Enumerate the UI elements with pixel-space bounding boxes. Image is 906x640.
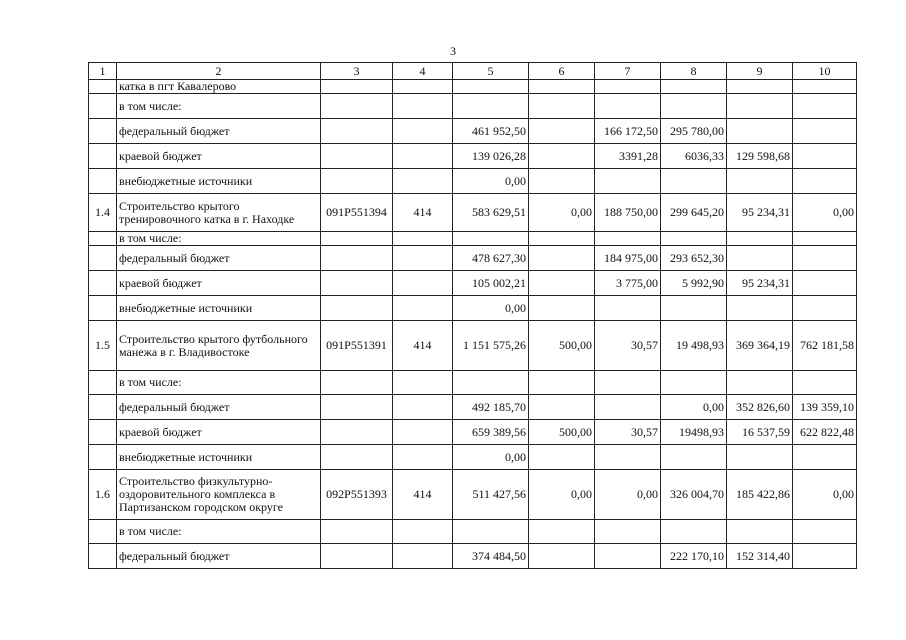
table-cell <box>453 232 529 246</box>
table-cell <box>393 445 453 470</box>
table-cell: 1.4 <box>89 194 117 232</box>
table-cell: краевой бюджет <box>117 144 321 169</box>
table-cell <box>595 80 661 94</box>
table-cell <box>393 544 453 569</box>
table-cell: 0,00 <box>453 296 529 321</box>
table-cell <box>661 520 727 544</box>
table-row <box>89 119 857 144</box>
column-header-2: 2 <box>117 63 321 80</box>
table-cell <box>793 544 857 569</box>
table-cell <box>661 445 727 470</box>
table-cell <box>321 80 393 94</box>
table-cell: краевой бюджет <box>117 271 321 296</box>
table-cell <box>393 395 453 420</box>
table-cell <box>529 144 595 169</box>
table-cell <box>595 371 661 395</box>
table-cell <box>321 420 393 445</box>
table-cell <box>89 119 117 144</box>
table-cell <box>89 80 117 94</box>
table-cell: 091P551391 <box>321 321 393 371</box>
table-cell <box>793 246 857 271</box>
table-cell: 762 181,58 <box>793 321 857 371</box>
table-row <box>89 271 857 296</box>
table-cell <box>793 296 857 321</box>
table-cell: 414 <box>393 321 453 371</box>
table-cell <box>321 169 393 194</box>
table-cell <box>321 119 393 144</box>
table-cell <box>89 94 117 119</box>
table-cell <box>393 296 453 321</box>
table-cell: 0,00 <box>529 194 595 232</box>
table-cell: внебюджетные источники <box>117 296 321 321</box>
table-row <box>89 321 857 371</box>
table-cell <box>727 169 793 194</box>
table-cell: 511 427,56 <box>453 470 529 520</box>
table-cell <box>321 296 393 321</box>
table-cell <box>529 246 595 271</box>
table-row <box>89 520 857 544</box>
column-header-6: 6 <box>529 63 595 80</box>
column-header-4: 4 <box>393 63 453 80</box>
table-cell <box>793 80 857 94</box>
table-cell <box>393 271 453 296</box>
table-cell <box>89 144 117 169</box>
table-cell: 583 629,51 <box>453 194 529 232</box>
table-cell <box>393 232 453 246</box>
table-cell: 30,57 <box>595 321 661 371</box>
table-cell: 129 598,68 <box>727 144 793 169</box>
table-cell <box>393 246 453 271</box>
table-cell <box>595 395 661 420</box>
table-cell <box>89 395 117 420</box>
table-cell <box>529 80 595 94</box>
table-cell: 0,00 <box>453 445 529 470</box>
table-cell <box>89 520 117 544</box>
table-cell: 30,57 <box>595 420 661 445</box>
table-cell <box>453 94 529 119</box>
table-cell <box>321 232 393 246</box>
table-row <box>89 194 857 232</box>
table-cell: 0,00 <box>595 470 661 520</box>
table-cell: 414 <box>393 194 453 232</box>
table-cell <box>727 232 793 246</box>
table-cell: 139 359,10 <box>793 395 857 420</box>
table-cell <box>89 296 117 321</box>
table-cell: 16 537,59 <box>727 420 793 445</box>
table-cell <box>89 169 117 194</box>
table-cell <box>529 371 595 395</box>
table-row <box>89 94 857 119</box>
table-cell: 478 627,30 <box>453 246 529 271</box>
column-header-8: 8 <box>661 63 727 80</box>
table-cell: 3 775,00 <box>595 271 661 296</box>
table-cell <box>793 271 857 296</box>
table-cell: 166 172,50 <box>595 119 661 144</box>
table-cell: 19 498,93 <box>661 321 727 371</box>
table-cell: 500,00 <box>529 420 595 445</box>
table-cell: 1.5 <box>89 321 117 371</box>
table-cell: 95 234,31 <box>727 194 793 232</box>
table-cell: краевой бюджет <box>117 420 321 445</box>
table-cell <box>793 144 857 169</box>
table-cell <box>393 94 453 119</box>
table-cell <box>321 544 393 569</box>
table-cell: Строительство крытого футбольного манежа в г. Владивостоке <box>117 321 321 371</box>
table-cell: 184 975,00 <box>595 246 661 271</box>
column-header-1: 1 <box>89 63 117 80</box>
column-header-5: 5 <box>453 63 529 80</box>
table-cell: 95 234,31 <box>727 271 793 296</box>
table-cell: 105 002,21 <box>453 271 529 296</box>
table-cell: 0,00 <box>793 194 857 232</box>
table-cell: в том числе: <box>117 232 321 246</box>
table-cell <box>727 520 793 544</box>
table-cell: 0,00 <box>529 470 595 520</box>
table-cell <box>321 520 393 544</box>
table-cell: 414 <box>393 470 453 520</box>
table-cell <box>793 371 857 395</box>
table-cell <box>529 544 595 569</box>
table-cell: 461 952,50 <box>453 119 529 144</box>
table-cell <box>529 232 595 246</box>
table-cell <box>727 80 793 94</box>
table-row <box>89 80 857 94</box>
table-cell: 19498,93 <box>661 420 727 445</box>
table-cell <box>529 119 595 144</box>
page-number: 3 <box>450 44 456 58</box>
table-cell: 0,00 <box>661 395 727 420</box>
table-cell <box>793 119 857 144</box>
table-cell: 5 992,90 <box>661 271 727 296</box>
table-cell <box>727 94 793 119</box>
table-cell <box>89 271 117 296</box>
table-cell: в том числе: <box>117 520 321 544</box>
table-cell <box>453 520 529 544</box>
table-cell: Строительство крытого тренировочного катка в г. Находке <box>117 194 321 232</box>
table-cell <box>321 144 393 169</box>
table-cell: Строительство физкультурно-оздоровительного комплекса в Партизанском городском округе <box>117 470 321 520</box>
table-cell: 374 484,50 <box>453 544 529 569</box>
table-cell <box>595 445 661 470</box>
table-cell: 185 422,86 <box>727 470 793 520</box>
table-cell <box>89 420 117 445</box>
table-row <box>89 296 857 321</box>
table-row <box>89 395 857 420</box>
table-cell <box>321 94 393 119</box>
table-cell: 659 389,56 <box>453 420 529 445</box>
table-cell <box>793 232 857 246</box>
table-cell: внебюджетные источники <box>117 169 321 194</box>
table-cell: 139 026,28 <box>453 144 529 169</box>
table-row <box>89 371 857 395</box>
table-cell <box>321 445 393 470</box>
table-row <box>89 420 857 445</box>
table-cell <box>321 246 393 271</box>
table-cell <box>529 94 595 119</box>
column-header-7: 7 <box>595 63 661 80</box>
table-cell <box>793 445 857 470</box>
table-cell: 352 826,60 <box>727 395 793 420</box>
table-cell: федеральный бюджет <box>117 119 321 144</box>
table-cell: 622 822,48 <box>793 420 857 445</box>
table-cell: 222 170,10 <box>661 544 727 569</box>
table-cell: 295 780,00 <box>661 119 727 144</box>
table-cell <box>727 445 793 470</box>
table-cell: катка в пгт Кавалерово <box>117 80 321 94</box>
table-cell <box>727 371 793 395</box>
table-cell <box>453 371 529 395</box>
table-cell <box>661 232 727 246</box>
column-header-9: 9 <box>727 63 793 80</box>
table-cell: 0,00 <box>793 470 857 520</box>
table-row <box>89 232 857 246</box>
table-cell <box>595 520 661 544</box>
table-cell <box>89 232 117 246</box>
table-cell <box>661 80 727 94</box>
table-cell <box>727 296 793 321</box>
table-cell: 6036,33 <box>661 144 727 169</box>
table-cell <box>321 271 393 296</box>
table-cell: 091P551394 <box>321 194 393 232</box>
table-cell: 3391,28 <box>595 144 661 169</box>
table-cell: 492 185,70 <box>453 395 529 420</box>
table-cell <box>393 420 453 445</box>
table-cell <box>661 169 727 194</box>
table-cell: 299 645,20 <box>661 194 727 232</box>
table-cell: 1 151 575,26 <box>453 321 529 371</box>
table-cell <box>393 371 453 395</box>
table-cell <box>89 544 117 569</box>
table-cell <box>529 169 595 194</box>
table-cell: федеральный бюджет <box>117 544 321 569</box>
table-cell: 1.6 <box>89 470 117 520</box>
table-row <box>89 169 857 194</box>
table-cell <box>453 80 529 94</box>
table-cell <box>321 395 393 420</box>
header-row <box>89 63 857 80</box>
table-cell: 188 750,00 <box>595 194 661 232</box>
table-cell <box>727 119 793 144</box>
table-cell: в том числе: <box>117 94 321 119</box>
table-cell <box>793 94 857 119</box>
table-cell <box>595 296 661 321</box>
table-row <box>89 246 857 271</box>
table-cell: 152 314,40 <box>727 544 793 569</box>
table-cell <box>529 445 595 470</box>
table-cell <box>595 94 661 119</box>
table-cell: в том числе: <box>117 371 321 395</box>
table-body <box>89 63 857 569</box>
table-cell: 500,00 <box>529 321 595 371</box>
table-cell: 369 364,19 <box>727 321 793 371</box>
table-cell <box>393 169 453 194</box>
table-cell <box>393 144 453 169</box>
table-row <box>89 445 857 470</box>
table-cell: 293 652,30 <box>661 246 727 271</box>
table-cell <box>529 520 595 544</box>
table-cell <box>661 371 727 395</box>
table-cell <box>89 246 117 271</box>
table-cell <box>727 246 793 271</box>
table-cell <box>595 232 661 246</box>
table-cell <box>89 371 117 395</box>
table-cell <box>793 169 857 194</box>
table-cell: 092P551393 <box>321 470 393 520</box>
table-cell <box>393 80 453 94</box>
column-header-3: 3 <box>321 63 393 80</box>
table-cell <box>529 271 595 296</box>
table-cell: 326 004,70 <box>661 470 727 520</box>
table-cell <box>595 544 661 569</box>
table-cell <box>529 296 595 321</box>
table-cell: федеральный бюджет <box>117 395 321 420</box>
table-cell: федеральный бюджет <box>117 246 321 271</box>
table-row <box>89 144 857 169</box>
table-cell <box>393 119 453 144</box>
table-cell <box>661 296 727 321</box>
table-cell: 0,00 <box>453 169 529 194</box>
table-row <box>89 544 857 569</box>
budget-table <box>88 62 857 569</box>
table-cell <box>595 169 661 194</box>
table-cell <box>661 94 727 119</box>
table-cell <box>793 520 857 544</box>
table-cell <box>393 520 453 544</box>
table-cell <box>529 395 595 420</box>
table-cell <box>89 445 117 470</box>
column-header-10: 10 <box>793 63 857 80</box>
table-row <box>89 470 857 520</box>
table-cell <box>321 371 393 395</box>
table-cell: внебюджетные источники <box>117 445 321 470</box>
